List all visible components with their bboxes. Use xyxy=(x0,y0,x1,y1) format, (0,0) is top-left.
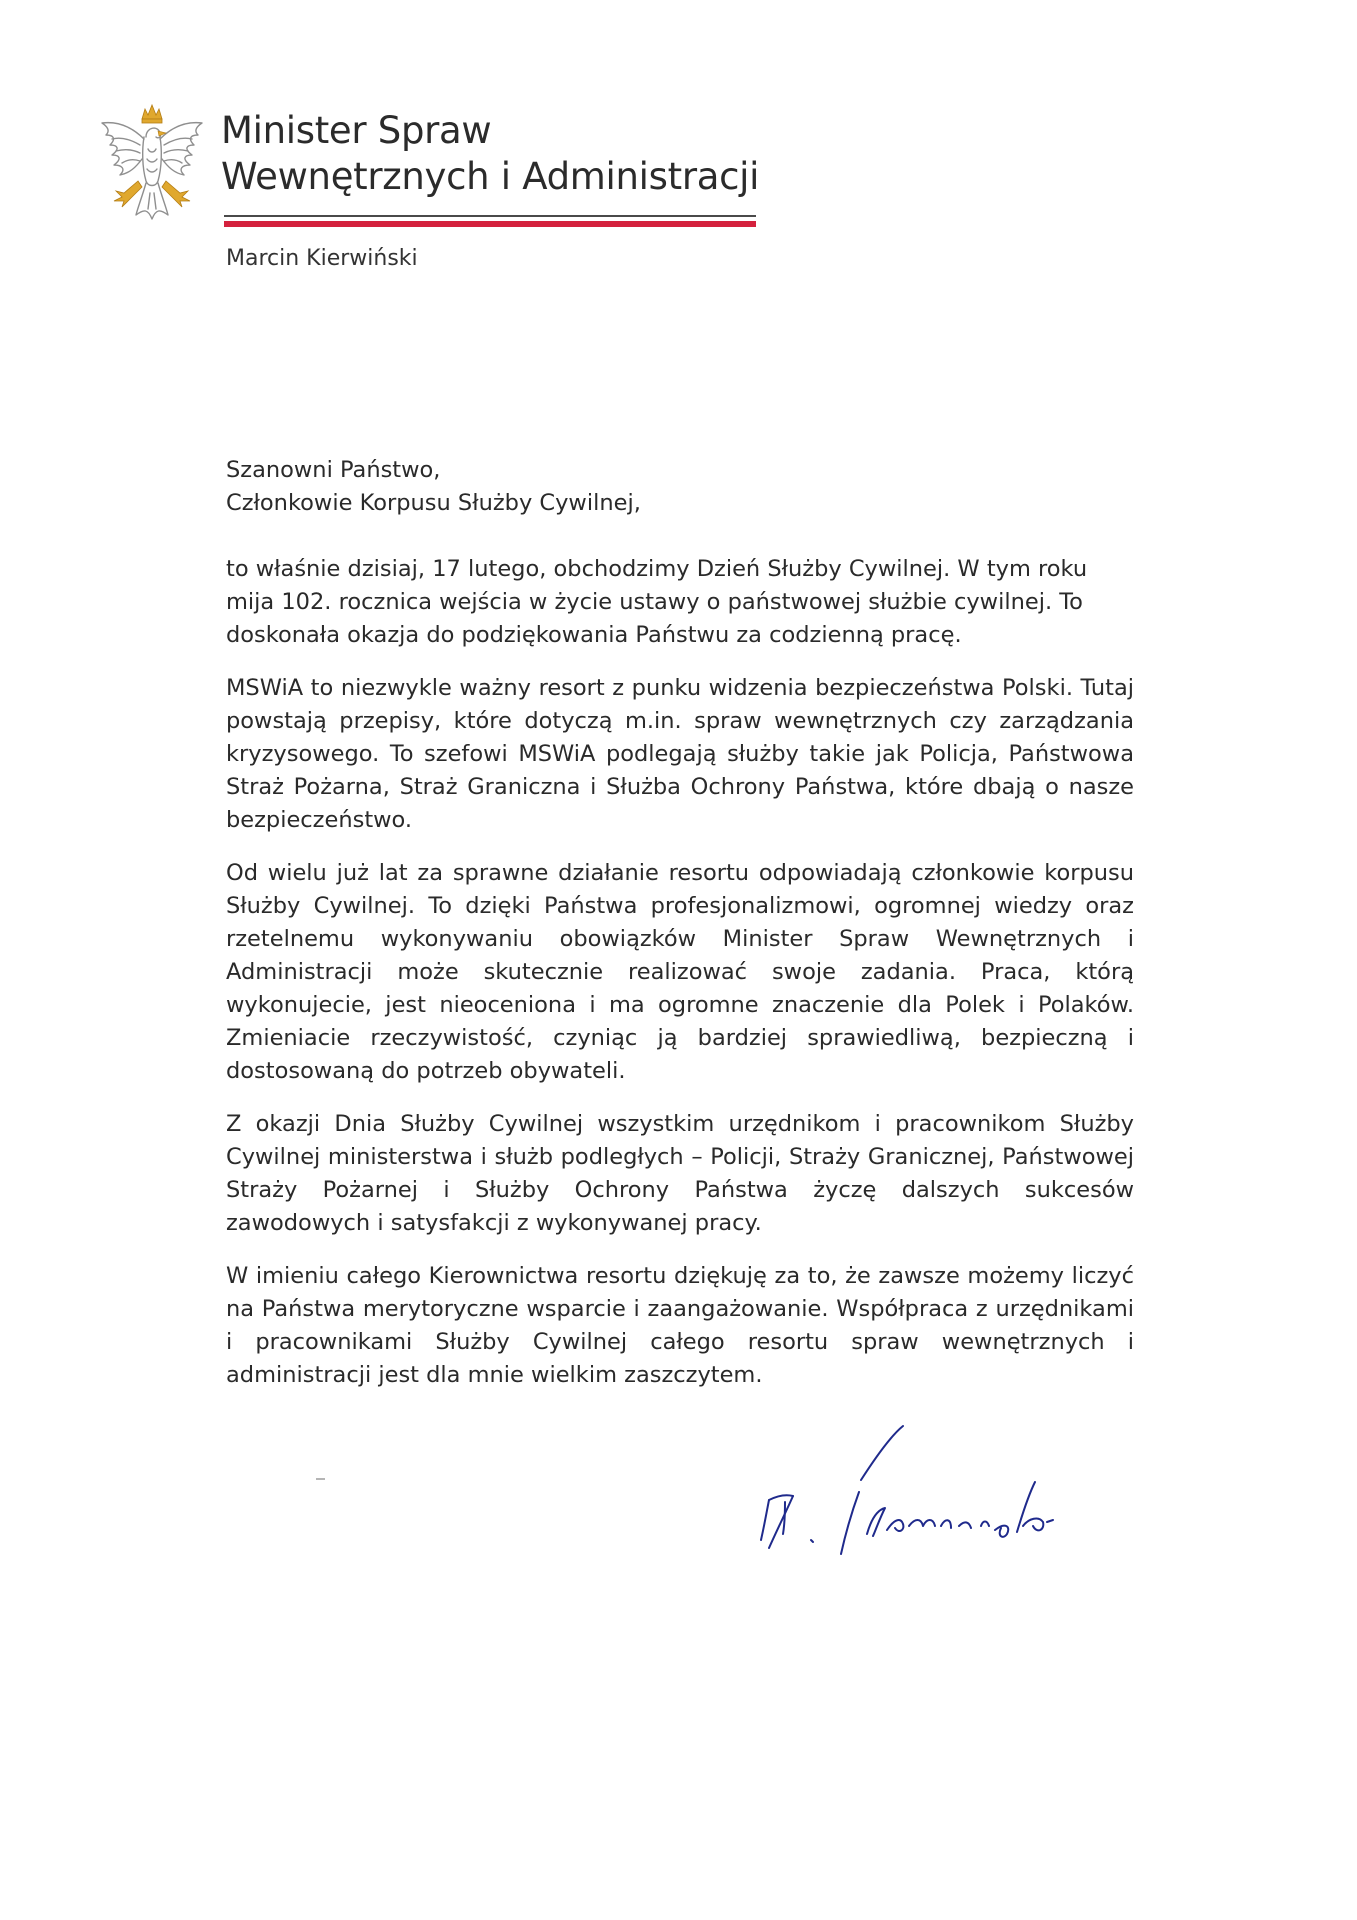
signatory-name: Marcin Kierwiński xyxy=(226,246,418,271)
letter-body xyxy=(226,454,1134,1412)
letter-paragraph-1: to właśnie dzisiaj, 17 lutego, obchodzimy Dzień Służby Cywilnej. W tym roku mija 102. rocznica wejścia w życie ustawy o państwowej służbie cywilnej. To doskonała okazja do podziękowania Państwu za codzienną pracę. xyxy=(226,556,1088,648)
letter-paragraph-5: W imieniu całego Kierownictwa resortu dziękuję za to, że zawsze możemy liczyć na Państwa merytoryczne wsparcie i zaangażowanie. Współpraca z urzędnikami i pracownikami Służby Cywilnej całego resortu spraw wewnętrznych i administracji jest dla mnie wielkim zaszczytem. xyxy=(226,1263,1134,1388)
ministry-title-line1: Minister Spraw xyxy=(221,109,492,152)
header-divider-red-band xyxy=(224,221,756,227)
scan-mark xyxy=(316,1478,325,1480)
polish-eagle-emblem-icon xyxy=(92,97,212,232)
ministry-title xyxy=(221,108,759,200)
header-divider-thin-line xyxy=(224,215,756,217)
letter-paragraph-4: Z okazji Dnia Służby Cywilnej wszystkim urzędnikom i pracownikom Służby Cywilnej ministerstwa i służb podległych – Policji, Straży Granicznej, Państwowej Straży Pożarnej i Służby Ochrony Państwa życzę dalszych sukcesów zawodowych i satysfakcji z wykonywanej pracy. xyxy=(226,1111,1134,1236)
handwritten-signature xyxy=(755,1422,1110,1562)
salutation xyxy=(226,454,1134,520)
letter-paragraph-2: MSWiA to niezwykle ważny resort z punku widzenia bezpieczeństwa Polski. Tutaj powstają przepisy, które dotyczą m.in. spraw wewnętrznych czy zarządzania kryzysowego. To szefowi MSWiA podlegają służby takie jak Policja, Państwowa Straż Pożarna, Straż Graniczna i Służba Ochrony Państwa, które dbają o nasze bezpieczeństwo. xyxy=(226,675,1134,833)
letter-paragraph-3: Od wielu już lat za sprawne działanie resortu odpowiadają członkowie korpusu Służby Cywilnej. To dzięki Państwa profesjonalizmowi, ogromnej wiedzy oraz rzetelnemu wykonywaniu obowiązków Minister Spraw Wewnętrznych i Administracji może skutecznie realizować swoje zadania. Praca, którą wykonujecie, jest nieoceniona i ma ogromne znaczenie dla Polek i Polaków. Zmieniacie rzeczywistość, czyniąc ją bardziej sprawiedliwą, bezpieczną i dostosowaną do potrzeb obywateli. xyxy=(226,860,1134,1084)
ministry-title-line2: Wewnętrznych i Administracji xyxy=(221,155,760,198)
salutation-line-1: Szanowni Państwo, xyxy=(226,457,441,483)
header-divider xyxy=(224,215,756,227)
salutation-line-2: Członkowie Korpusu Służby Cywilnej, xyxy=(226,490,641,516)
